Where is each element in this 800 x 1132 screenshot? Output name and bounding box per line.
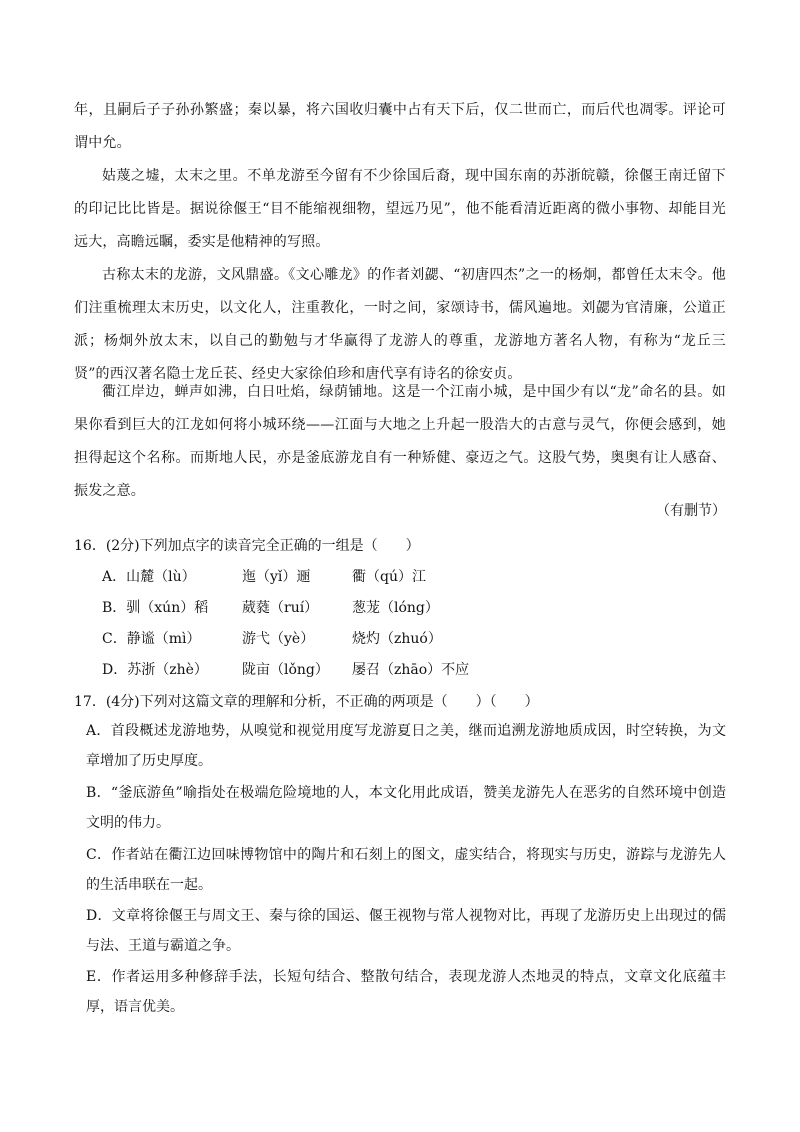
question-17-stem: 17．(4分)下列对这篇文章的理解和分析，不正确的两项是（ ）（ ） [74, 694, 539, 710]
q16-option-b[interactable] [102, 597, 702, 619]
q16-option-c-2: 游弋（yè） [242, 631, 315, 647]
passage-paragraph-1: 年，且嗣后子子孙孙繁盛；秦以暴，将六国收归囊中占有天下后，仅二世而亡，而后代也凋零。评论可谓中允。 [74, 102, 726, 151]
q16-option-b-2: 葳蕤（ruí） [242, 600, 319, 616]
q16-option-b-3: 葱茏（lóng） [352, 600, 439, 616]
q17-choice-d[interactable]: D．文章将徐偃王与周文王、秦与徐的国运、偃王视物与常人视物对比，再现了龙游历史上出现过的儒与法、王道与霸道之争。 [86, 908, 726, 954]
q16-option-b-1: B．驯（xún）稻 [102, 600, 209, 616]
q16-option-c[interactable] [102, 628, 702, 650]
q16-option-d-2: 陇亩（lǒng） [242, 662, 329, 678]
passage-paragraph-3: 古称太末的龙游，文风鼎盛。《文心雕龙》的作者刘勰、“初唐四杰”之一的杨炯，都曾任太末令。他们注重梳理太末历史，以文化人，注重教化，一时之间，家颂诗书，儒风遍地。刘勰为官清廉，公道正派；杨炯外放太末，以自己的勤勉与才华赢得了龙游人的尊重，龙游地方著名人物，有称为“龙丘三贤”的西汉著名隐士龙丘苌、经史大家徐伯珍和唐代享有诗名的徐安贞。 [74, 267, 726, 382]
q16-option-a-2: 迤（yǐ）逦 [242, 569, 311, 585]
q17-choice-e[interactable]: E．作者运用多种修辞手法，长短句结合、整散句结合，表现龙游人杰地灵的特点，文章文化底蕴丰厚，语言优美。 [86, 969, 726, 1015]
q16-option-c-1: C．静谧（mì） [102, 631, 201, 647]
q16-option-c-3: 烧灼（zhuó） [352, 631, 442, 647]
source-note: （有删节） [656, 503, 726, 519]
q16-option-d-1: D．苏浙（zhè） [102, 662, 208, 678]
passage-paragraph-2: 姑蔑之墟，太末之里。不单龙游至今留有不少徐国后裔，现中国东南的苏浙皖赣，徐偃王南迁留下的印记比比皆是。据说徐偃王“目不能缩视细物，望远乃见”，他不能看清近距离的微小事物、却能目光远大，高瞻远瞩，委实是他精神的写照。 [74, 168, 726, 250]
q17-choice-c[interactable]: C．作者站在衢江边回味博物馆中的陶片和石刻上的图文，虚实结合，将现实与历史，游踪与龙游先人的生活串联在一起。 [86, 847, 726, 893]
question-16-stem: 16．(2分)下列加点字的读音完全正确的一组是（ ） [74, 538, 420, 554]
q16-option-a[interactable] [102, 566, 702, 588]
q16-option-a-1: A．山麓（lù） [102, 569, 196, 585]
q17-choice-b[interactable]: B．“釜底游鱼”喻指处在极端危险境地的人，本文化用此成语，赞美龙游先人在恶劣的自然环境中创造文明的伟力。 [86, 785, 726, 831]
q16-option-d[interactable] [102, 659, 702, 681]
q17-choice-a[interactable]: A．首段概述龙游地势，从嗅觉和视觉用度写龙游夏日之美，继而追溯龙游地质成因，时空转换，为文章增加了历史厚度。 [86, 723, 726, 769]
q16-option-a-3: 衢（qú）江 [352, 569, 426, 585]
q16-option-d-3: 屡召（zhāo）不应 [352, 662, 470, 678]
passage-paragraph-4: 衢江岸边，蝉声如沸，白日吐焰，绿荫铺地。这是一个江南小城，是中国少有以“龙”命名的县。如果你看到巨大的江龙如何将小城环绕——江面与大地之上升起一股浩大的古意与灵气，你便会感到，她担得起这个名称。而斯地人民，亦是釜底游龙自有一种矫健、豪迈之气。这股气势，奥奥有让人感奋、振发之意。 [74, 384, 726, 499]
